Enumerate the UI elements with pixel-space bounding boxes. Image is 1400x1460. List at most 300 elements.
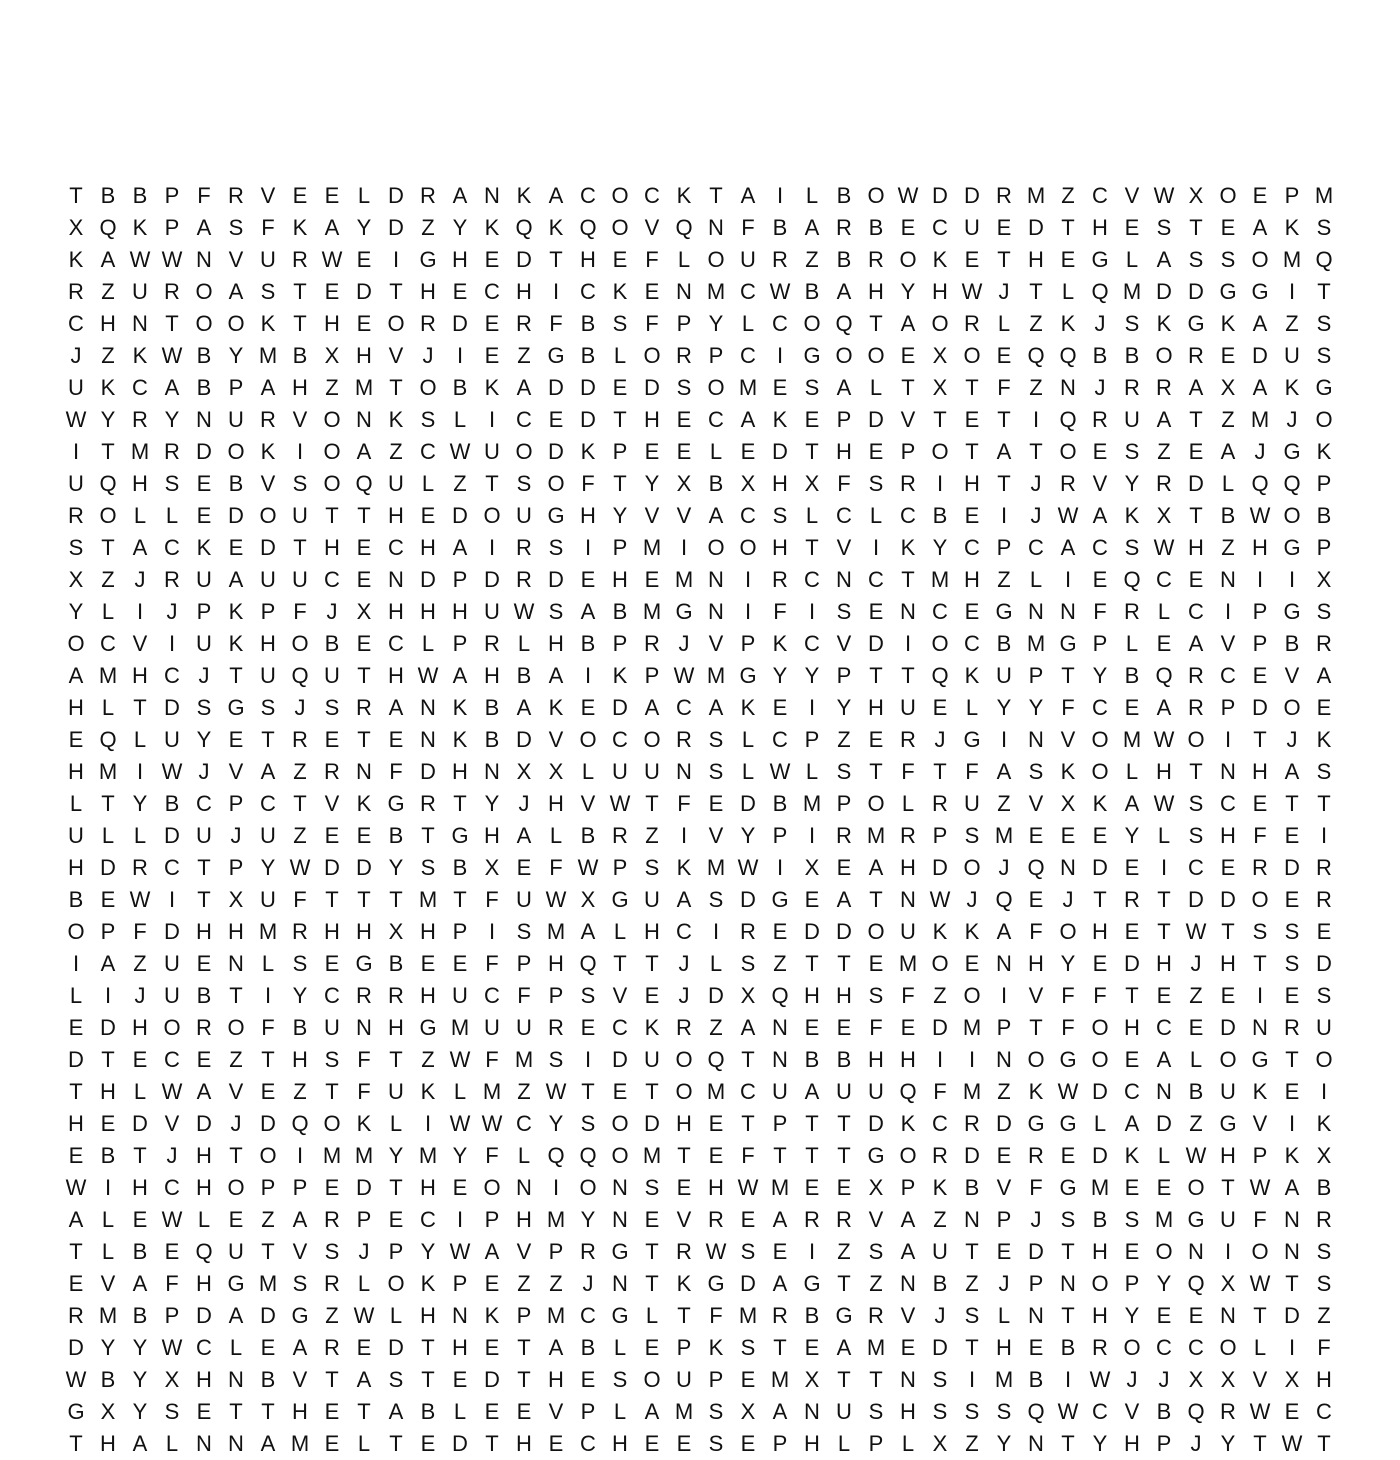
grid-cell[interactable]: Q [1187,1399,1205,1424]
grid-cell[interactable]: E [292,183,308,208]
grid-cell[interactable]: V [900,1303,916,1328]
grid-cell[interactable]: J [230,823,242,848]
grid-cell[interactable]: O [963,983,981,1008]
grid-cell[interactable]: H [612,1431,628,1456]
grid-cell[interactable]: P [836,663,852,688]
grid-cell[interactable]: T [357,887,371,912]
grid-cell[interactable]: B [868,215,884,240]
grid-cell[interactable]: W [321,247,343,272]
grid-cell[interactable]: D [580,407,596,432]
grid-cell[interactable]: A [836,279,852,304]
grid-cell[interactable]: Y [132,1399,148,1424]
grid-cell[interactable]: K [1284,215,1300,240]
grid-cell[interactable]: S [1316,311,1332,336]
grid-cell[interactable]: Z [293,823,307,848]
grid-cell[interactable]: K [1124,503,1140,528]
grid-cell[interactable]: T [293,535,307,560]
grid-cell[interactable]: F [1317,1335,1331,1360]
grid-cell[interactable]: Y [1028,695,1044,720]
grid-cell[interactable]: B [1316,1175,1332,1200]
grid-cell[interactable]: P [388,1239,404,1264]
grid-cell[interactable]: T [1285,791,1299,816]
grid-cell[interactable]: T [901,663,915,688]
grid-cell[interactable]: Z [293,1079,307,1104]
grid-cell[interactable]: O [195,279,213,304]
grid-cell[interactable]: G [1283,535,1301,560]
grid-cell[interactable]: T [261,1047,275,1072]
grid-cell[interactable]: N [1028,727,1044,752]
grid-cell[interactable]: S [324,695,340,720]
grid-cell[interactable]: S [516,919,532,944]
grid-cell[interactable]: U [1220,1079,1236,1104]
grid-cell[interactable]: L [133,1079,147,1104]
grid-cell[interactable]: T [325,887,339,912]
grid-cell[interactable]: Q [1155,663,1173,688]
grid-cell[interactable]: K [1220,311,1236,336]
grid-cell[interactable]: R [324,759,340,784]
grid-cell[interactable]: X [580,887,596,912]
grid-cell[interactable]: P [356,1207,372,1232]
grid-cell[interactable]: G [1059,1175,1077,1200]
grid-cell[interactable]: G [771,887,789,912]
grid-cell[interactable]: P [868,1431,884,1456]
grid-cell[interactable]: C [580,1431,596,1456]
grid-cell[interactable]: P [900,439,916,464]
grid-cell[interactable]: O [1091,1015,1109,1040]
grid-cell[interactable]: V [708,631,724,656]
grid-cell[interactable]: H [1124,1431,1140,1456]
grid-cell[interactable]: B [708,471,724,496]
grid-cell[interactable]: T [1061,1431,1075,1456]
grid-cell[interactable]: P [996,1015,1012,1040]
grid-cell[interactable]: T [1125,983,1139,1008]
grid-cell[interactable]: S [836,599,852,624]
grid-cell[interactable]: M [546,1207,566,1232]
grid-cell[interactable]: R [68,503,84,528]
grid-cell[interactable]: A [676,887,692,912]
grid-cell[interactable]: D [644,375,660,400]
grid-cell[interactable]: M [450,1015,470,1040]
grid-cell[interactable]: E [1092,951,1108,976]
grid-cell[interactable]: K [932,1175,948,1200]
grid-cell[interactable]: P [612,535,628,560]
grid-cell[interactable]: N [228,1367,244,1392]
grid-cell[interactable]: L [1157,599,1171,624]
grid-cell[interactable]: W [289,855,311,880]
grid-cell[interactable]: A [164,375,180,400]
grid-cell[interactable]: Q [707,1047,725,1072]
grid-cell[interactable]: V [996,1175,1012,1200]
grid-cell[interactable]: U [644,759,660,784]
grid-cell[interactable]: K [580,439,596,464]
grid-cell[interactable]: T [325,1079,339,1104]
grid-cell[interactable]: W [161,1207,183,1232]
grid-cell[interactable]: D [836,919,852,944]
grid-cell[interactable]: E [836,1175,852,1200]
grid-cell[interactable]: T [293,279,307,304]
grid-cell[interactable]: I [136,759,144,784]
grid-cell[interactable]: E [1284,823,1300,848]
grid-cell[interactable]: C [1188,1335,1204,1360]
grid-cell[interactable]: E [772,919,788,944]
grid-cell[interactable]: W [65,407,87,432]
grid-cell[interactable]: T [1189,759,1203,784]
grid-cell[interactable]: S [420,855,436,880]
grid-cell[interactable]: C [804,631,820,656]
grid-cell[interactable]: G [419,1015,437,1040]
grid-cell[interactable]: Q [579,951,597,976]
grid-cell[interactable]: T [773,1143,787,1168]
grid-cell[interactable]: R [676,1239,692,1264]
grid-cell[interactable]: P [260,599,276,624]
grid-cell[interactable]: I [552,1175,560,1200]
grid-cell[interactable]: V [228,1079,244,1104]
grid-cell[interactable]: E [964,951,980,976]
grid-cell[interactable]: K [260,311,276,336]
grid-cell[interactable]: X [1284,1367,1300,1392]
grid-cell[interactable]: I [808,599,816,624]
grid-cell[interactable]: L [741,311,755,336]
grid-cell[interactable]: C [900,503,916,528]
grid-cell[interactable]: O [931,311,949,336]
grid-cell[interactable]: W [65,1367,87,1392]
grid-cell[interactable]: E [484,1335,500,1360]
grid-cell[interactable]: L [133,823,147,848]
grid-cell[interactable]: M [1026,183,1046,208]
grid-cell[interactable]: R [1124,375,1140,400]
grid-cell[interactable]: T [965,1335,979,1360]
grid-cell[interactable]: B [452,375,468,400]
grid-cell[interactable]: T [1285,1047,1299,1072]
grid-cell[interactable]: C [164,535,180,560]
grid-cell[interactable]: Y [196,727,212,752]
grid-cell[interactable]: E [740,1207,756,1232]
grid-cell[interactable]: L [357,183,371,208]
grid-cell[interactable]: F [901,759,915,784]
grid-cell[interactable]: H [452,759,468,784]
grid-cell[interactable]: T [997,471,1011,496]
grid-cell[interactable]: L [133,503,147,528]
grid-cell[interactable]: W [129,887,151,912]
grid-cell[interactable]: H [836,439,852,464]
grid-cell[interactable]: U [932,1239,948,1264]
grid-cell[interactable]: T [293,791,307,816]
grid-cell[interactable]: V [548,1399,564,1424]
grid-cell[interactable]: Y [804,663,820,688]
grid-cell[interactable]: A [292,1207,308,1232]
grid-cell[interactable]: D [1156,1111,1172,1136]
grid-cell[interactable]: U [260,663,276,688]
grid-cell[interactable]: H [516,1207,532,1232]
grid-cell[interactable]: W [577,855,599,880]
grid-cell[interactable]: N [356,407,372,432]
grid-cell[interactable]: T [1029,1015,1043,1040]
grid-cell[interactable]: X [388,919,404,944]
grid-cell[interactable]: Y [836,695,852,720]
grid-cell[interactable]: G [1187,311,1205,336]
grid-cell[interactable]: L [517,1143,531,1168]
grid-cell[interactable]: E [228,535,244,560]
grid-cell[interactable]: S [164,1399,180,1424]
grid-cell[interactable]: W [897,183,919,208]
grid-cell[interactable]: S [580,1111,596,1136]
grid-cell[interactable]: C [1156,567,1172,592]
grid-cell[interactable]: I [712,919,720,944]
grid-cell[interactable]: D [964,1143,980,1168]
grid-cell[interactable]: I [72,951,80,976]
grid-cell[interactable]: C [484,983,500,1008]
grid-cell[interactable]: F [741,215,755,240]
grid-cell[interactable]: H [1220,951,1236,976]
grid-cell[interactable]: D [356,855,372,880]
grid-cell[interactable]: Y [612,503,628,528]
grid-cell[interactable]: C [836,503,852,528]
grid-cell[interactable]: G [1219,1111,1237,1136]
grid-cell[interactable]: A [196,1079,212,1104]
grid-cell[interactable]: H [900,1399,916,1424]
grid-cell[interactable]: Y [452,215,468,240]
grid-cell[interactable]: R [324,1335,340,1360]
grid-cell[interactable]: W [481,1111,503,1136]
grid-cell[interactable]: B [836,183,852,208]
grid-cell[interactable]: F [997,375,1011,400]
grid-cell[interactable]: Q [99,215,117,240]
grid-cell[interactable]: E [196,503,212,528]
grid-cell[interactable]: N [1188,1239,1204,1264]
grid-cell[interactable]: P [836,791,852,816]
grid-cell[interactable]: P [1092,631,1108,656]
grid-cell[interactable]: S [1284,919,1300,944]
grid-cell[interactable]: S [964,1303,980,1328]
grid-cell[interactable]: R [644,631,660,656]
grid-cell[interactable]: U [196,823,212,848]
grid-cell[interactable]: I [168,887,176,912]
grid-cell[interactable]: B [836,1047,852,1072]
grid-cell[interactable]: X [68,215,84,240]
grid-cell[interactable]: H [772,471,788,496]
grid-cell[interactable]: Z [421,1047,435,1072]
grid-cell[interactable]: H [132,471,148,496]
grid-cell[interactable]: B [132,183,148,208]
grid-cell[interactable]: W [961,279,983,304]
grid-cell[interactable]: L [133,727,147,752]
grid-cell[interactable]: Z [805,247,819,272]
grid-cell[interactable]: Q [1091,279,1109,304]
grid-cell[interactable]: W [353,1303,375,1328]
grid-cell[interactable]: A [1092,503,1108,528]
grid-cell[interactable]: Z [709,1015,723,1040]
grid-cell[interactable]: S [1124,311,1140,336]
grid-cell[interactable]: P [228,855,244,880]
grid-cell[interactable]: R [1188,343,1204,368]
grid-cell[interactable]: N [196,247,212,272]
grid-cell[interactable]: F [773,599,787,624]
grid-cell[interactable]: O [387,1271,405,1296]
grid-cell[interactable]: U [68,823,84,848]
grid-cell[interactable]: W [449,1047,471,1072]
grid-cell[interactable]: Z [773,951,787,976]
grid-cell[interactable]: P [548,1239,564,1264]
grid-cell[interactable]: B [484,695,500,720]
grid-cell[interactable]: D [420,759,436,784]
grid-cell[interactable]: H [452,599,468,624]
grid-cell[interactable]: T [261,1399,275,1424]
grid-cell[interactable]: Y [484,791,500,816]
grid-cell[interactable]: D [260,535,276,560]
grid-cell[interactable]: Y [292,983,308,1008]
grid-cell[interactable]: A [452,535,468,560]
grid-cell[interactable]: L [421,471,435,496]
grid-cell[interactable]: F [133,919,147,944]
grid-cell[interactable]: A [1188,631,1204,656]
grid-cell[interactable]: Y [260,855,276,880]
grid-cell[interactable]: G [227,695,245,720]
grid-cell[interactable]: G [67,1399,85,1424]
grid-cell[interactable]: L [741,759,755,784]
grid-cell[interactable]: H [1316,1367,1332,1392]
grid-cell[interactable]: C [68,311,84,336]
grid-cell[interactable]: E [324,727,340,752]
grid-cell[interactable]: Z [1285,311,1299,336]
grid-cell[interactable]: M [482,1079,502,1104]
grid-cell[interactable]: T [325,1367,339,1392]
grid-cell[interactable]: J [1094,375,1106,400]
grid-cell[interactable]: E [580,1367,596,1392]
grid-cell[interactable]: D [580,375,596,400]
grid-cell[interactable]: E [868,599,884,624]
grid-cell[interactable]: Y [356,215,372,240]
grid-cell[interactable]: S [868,1399,884,1424]
grid-cell[interactable]: R [420,183,436,208]
grid-cell[interactable]: I [1000,503,1008,528]
grid-cell[interactable]: V [164,1111,180,1136]
grid-cell[interactable]: R [772,1303,788,1328]
grid-cell[interactable]: S [1252,919,1268,944]
grid-cell[interactable]: F [549,311,563,336]
grid-cell[interactable]: T [101,535,115,560]
grid-cell[interactable]: Q [899,1079,917,1104]
grid-cell[interactable]: X [1060,791,1076,816]
grid-cell[interactable]: N [996,951,1012,976]
grid-cell[interactable]: L [453,1399,467,1424]
grid-cell[interactable]: E [1124,1175,1140,1200]
grid-cell[interactable]: M [418,887,438,912]
grid-cell[interactable]: T [389,1431,403,1456]
grid-cell[interactable]: P [580,1399,596,1424]
grid-cell[interactable]: S [1220,247,1236,272]
grid-cell[interactable]: E [1124,1047,1140,1072]
grid-cell[interactable]: V [1252,1111,1268,1136]
grid-cell[interactable]: E [484,343,500,368]
grid-cell[interactable]: X [932,375,948,400]
grid-cell[interactable]: F [1029,919,1043,944]
grid-cell[interactable]: J [1030,1207,1042,1232]
grid-cell[interactable]: L [613,343,627,368]
grid-cell[interactable]: E [772,375,788,400]
grid-cell[interactable]: T [805,439,819,464]
grid-cell[interactable]: D [484,1367,500,1392]
grid-cell[interactable]: S [612,1367,628,1392]
grid-cell[interactable]: Z [1317,1303,1331,1328]
grid-cell[interactable]: C [1316,1399,1332,1424]
grid-cell[interactable]: L [101,1239,115,1264]
grid-cell[interactable]: N [1028,599,1044,624]
grid-cell[interactable]: T [421,1335,435,1360]
grid-cell[interactable]: A [260,375,276,400]
grid-cell[interactable]: C [1092,183,1108,208]
grid-cell[interactable]: D [484,567,500,592]
grid-cell[interactable]: I [264,983,272,1008]
grid-cell[interactable]: A [1252,375,1268,400]
grid-cell[interactable]: N [484,759,500,784]
grid-cell[interactable]: O [867,183,885,208]
grid-cell[interactable]: D [68,1335,84,1360]
grid-cell[interactable]: R [836,215,852,240]
grid-cell[interactable]: E [644,567,660,592]
grid-cell[interactable]: D [164,919,180,944]
grid-cell[interactable]: T [133,695,147,720]
grid-cell[interactable]: O [867,919,885,944]
grid-cell[interactable]: D [1220,1015,1236,1040]
grid-cell[interactable]: L [709,439,723,464]
grid-cell[interactable]: X [1188,1367,1204,1392]
grid-cell[interactable]: C [740,279,756,304]
grid-cell[interactable]: K [420,1271,436,1296]
grid-cell[interactable]: U [228,1239,244,1264]
grid-cell[interactable]: A [772,1271,788,1296]
grid-cell[interactable]: M [642,599,662,624]
grid-cell[interactable]: C [388,631,404,656]
grid-cell[interactable]: T [517,1367,531,1392]
grid-cell[interactable]: P [612,631,628,656]
grid-cell[interactable]: D [740,791,756,816]
grid-cell[interactable]: J [934,727,946,752]
grid-cell[interactable]: L [997,1303,1011,1328]
grid-cell[interactable]: I [936,1047,944,1072]
grid-cell[interactable]: I [1288,1335,1296,1360]
grid-cell[interactable]: O [675,1047,693,1072]
grid-cell[interactable]: L [101,823,115,848]
grid-cell[interactable]: T [613,951,627,976]
grid-cell[interactable]: S [1156,215,1172,240]
grid-cell[interactable]: W [449,1239,471,1264]
grid-cell[interactable]: Y [996,1431,1012,1456]
grid-cell[interactable]: O [1283,695,1301,720]
grid-cell[interactable]: L [69,983,83,1008]
grid-cell[interactable]: S [292,471,308,496]
grid-cell[interactable]: H [804,983,820,1008]
grid-cell[interactable]: H [420,1175,436,1200]
grid-cell[interactable]: K [1060,759,1076,784]
grid-cell[interactable]: W [1185,1143,1207,1168]
grid-cell[interactable]: Z [869,1271,883,1296]
grid-cell[interactable]: E [356,247,372,272]
grid-cell[interactable]: E [612,375,628,400]
grid-cell[interactable]: I [1256,567,1264,592]
grid-cell[interactable]: Q [1251,471,1269,496]
grid-cell[interactable]: K [548,215,564,240]
grid-cell[interactable]: V [644,503,660,528]
grid-cell[interactable]: G [803,343,821,368]
grid-cell[interactable]: M [962,1079,982,1104]
grid-cell[interactable]: E [644,1207,660,1232]
grid-cell[interactable]: L [869,375,883,400]
grid-cell[interactable]: W [929,887,951,912]
grid-cell[interactable]: T [1189,407,1203,432]
grid-cell[interactable]: T [421,1367,435,1392]
grid-cell[interactable]: D [1156,279,1172,304]
grid-cell[interactable]: E [1060,1143,1076,1168]
